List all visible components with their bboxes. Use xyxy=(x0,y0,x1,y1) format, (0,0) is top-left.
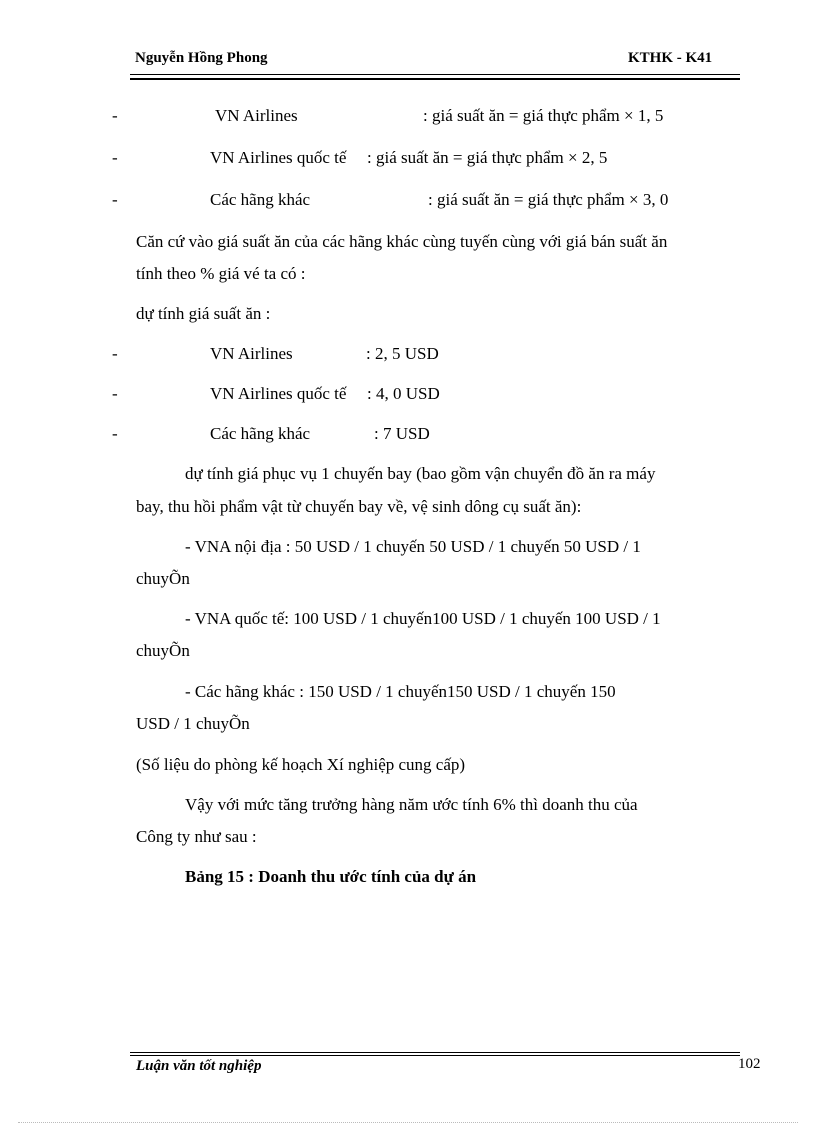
footer-title: Luận văn tốt nghiệp xyxy=(136,1058,262,1074)
estimate-value: : 4, 0 USD xyxy=(367,384,440,403)
bullet: - xyxy=(112,344,118,363)
basis-paragraph-line1: Căn cứ vào giá suất ăn của các hãng khác cùng tuyến cùng với giá bán suất ăn xyxy=(136,232,668,251)
footer-rule-top xyxy=(130,1052,740,1053)
service-paragraph-line2: bay, thu hồi phẩm vật từ chuyến bay về, vệ sinh dông cụ suất ăn): xyxy=(136,497,582,516)
header-rule-top xyxy=(130,74,740,75)
formula-expression: : giá suất ăn = giá thực phẩm × 2, 5 xyxy=(367,148,608,167)
service-fee-line: - VNA quốc tế: 100 USD / 1 chuyến100 USD / 1 chuyến 100 USD / 1 xyxy=(185,609,661,628)
service-fee-continuation: chuyÕn xyxy=(136,569,190,588)
header-class-code: KTHK - K41 xyxy=(628,50,713,66)
header-rule-bottom xyxy=(130,78,740,80)
formula-expression: : giá suất ăn = giá thực phẩm × 3, 0 xyxy=(428,190,669,209)
formula-airline: VN Airlines xyxy=(215,106,298,125)
service-paragraph-line1: dự tính giá phục vụ 1 chuyến bay (bao gồm vận chuyển đồ ăn ra máy xyxy=(185,464,656,483)
growth-paragraph-line1: Vậy với mức tăng trưởng hàng năm ước tính 6% thì doanh thu của xyxy=(185,795,638,814)
bullet: - xyxy=(112,106,118,125)
service-fee-continuation: chuyÕn xyxy=(136,641,190,660)
formula-airline: VN Airlines quốc tế xyxy=(210,148,347,167)
service-fee-continuation: USD / 1 chuyÕn xyxy=(136,714,250,733)
bullet: - xyxy=(112,148,118,167)
bullet: - xyxy=(112,384,118,403)
estimate-airline: Các hãng khác xyxy=(210,424,311,443)
bullet: - xyxy=(112,424,118,443)
table-caption: Bảng 15 : Doanh thu ước tính của dự án xyxy=(185,867,477,886)
formula-expression: : giá suất ăn = giá thực phẩm × 1, 5 xyxy=(423,106,664,125)
formula-airline: Các hãng khác xyxy=(210,190,311,209)
growth-paragraph-line2: Công ty như sau : xyxy=(136,827,257,846)
estimate-airline: VN Airlines quốc tế xyxy=(210,384,347,403)
footer-rule-bottom xyxy=(130,1055,740,1056)
header-author: Nguyễn Hồng Phong xyxy=(135,50,268,66)
estimate-value: : 2, 5 USD xyxy=(366,344,439,363)
service-fee-line: - Các hãng khác : 150 USD / 1 chuyến150 USD / 1 chuyến 150 xyxy=(185,682,616,701)
basis-paragraph-line2: tính theo % giá vé ta có : xyxy=(136,264,306,283)
bullet: - xyxy=(112,190,118,209)
estimate-value: : 7 USD xyxy=(374,424,430,443)
service-fee-line: - VNA nội địa : 50 USD / 1 chuyến 50 USD / 1 chuyến 50 USD / 1 xyxy=(185,537,641,556)
estimate-airline: VN Airlines xyxy=(210,344,293,363)
page-number: 102 xyxy=(738,1056,761,1072)
source-note: (Số liệu do phòng kế hoạch Xí nghiệp cung cấp) xyxy=(136,755,466,774)
estimate-heading: dự tính giá suất ăn : xyxy=(136,304,271,323)
